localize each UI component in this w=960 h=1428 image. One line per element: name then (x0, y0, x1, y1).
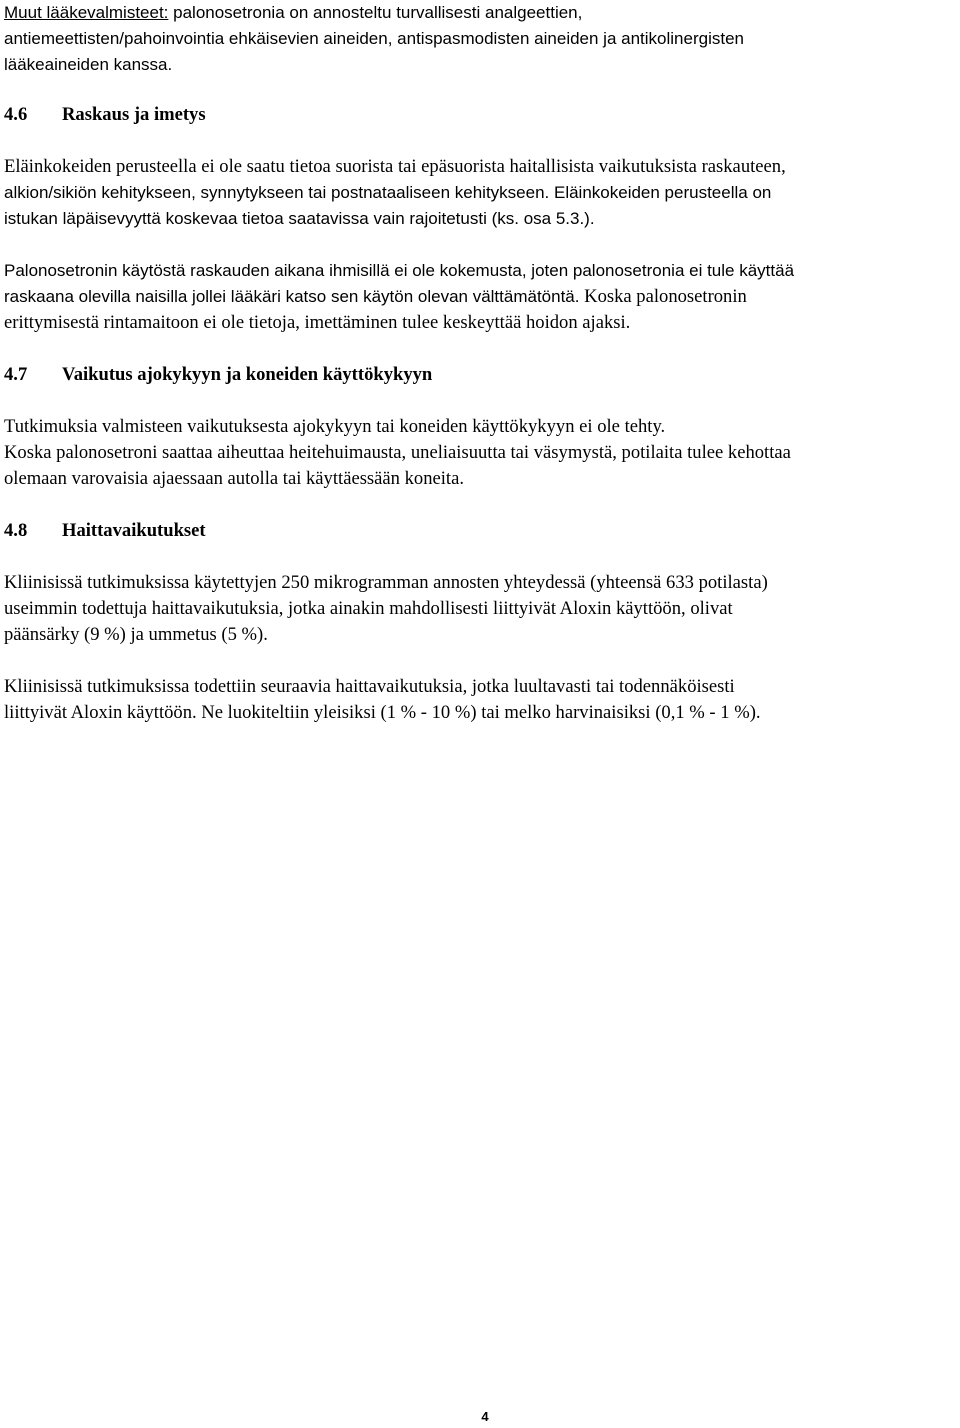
paragraph-line: erittymisestä rintamaitoon ei ole tietoja, imettäminen tulee keskeyttää hoidon ajaksi. (4, 312, 631, 333)
section-number: 4.8 (4, 520, 28, 541)
paragraph-line: Koska palonosetronin (579, 286, 747, 307)
paragraph-line: Tutkimuksia valmisteen vaikutuksesta ajokykyyn tai koneiden käyttökykyyn ei ole tehty. (4, 416, 666, 437)
paragraph-line: istukan läpäisevyyttä koskevaa tietoa saatavissa vain rajoitetusti (ks. osa 5.3.). (4, 209, 595, 228)
section-title: Raskaus ja imetys (62, 104, 206, 125)
section-number: 4.7 (4, 364, 28, 385)
section-4-6-paragraph-1 (4, 154, 786, 232)
section-title: Vaikutus ajokykyyn ja koneiden käyttökykyyn (62, 364, 433, 385)
paragraph-line: Palonosetronin käytöstä raskauden aikana ihmisillä ei ole kokemusta, joten palonosetronia ei tule käyttää (4, 261, 795, 280)
intro-text-line2: antiemeettisten/pahoinvointia ehkäisevien aineiden, antispasmodisten aineiden ja antikolinergisten (4, 29, 744, 48)
section-4-8-paragraph-1 (4, 570, 768, 648)
paragraph-line: olemaan varovaisia ajaessaan autolla tai käyttäessään koneita. (4, 468, 464, 489)
section-number: 4.6 (4, 104, 28, 125)
section-4-7-paragraph (4, 414, 791, 492)
paragraph-line: liittyivät Aloxin käyttöön. Ne luokiteltiin yleisiksi (1 % - 10 %) tai melko harvinaisiksi (0,1 % - 1 %). (4, 702, 761, 723)
section-4-8-paragraph-2 (4, 674, 761, 726)
intro-paragraph (4, 0, 744, 78)
section-4-6-paragraph-2 (4, 258, 794, 336)
paragraph-line: Koska palonosetroni saattaa aiheuttaa heitehuimausta, uneliaisuutta tai väsymystä, potilaita tulee kehottaa (4, 442, 791, 463)
page-number: 4 (481, 1409, 489, 1424)
section-title: Haittavaikutukset (62, 520, 206, 541)
paragraph-line: Eläinkokeiden perusteella ei ole saatu tietoa suorista tai epäsuorista haitallisista vaikutuksista raskauteen, (4, 156, 786, 177)
intro-label: Muut lääkevalmisteet: (4, 3, 169, 22)
section-4-6-heading (4, 102, 206, 128)
paragraph-line: Kliinisissä tutkimuksissa todettiin seuraavia haittavaikutuksia, jotka luultavasti tai todennäköisesti (4, 676, 735, 697)
paragraph-line: raskaana olevilla naisilla jollei lääkäri katso sen käytön olevan välttämätöntä. (4, 287, 580, 306)
section-4-8-heading (4, 518, 206, 544)
paragraph-line: alkion/sikiön kehitykseen, synnytykseen tai postnataaliseen kehitykseen. Eläinkokeiden perusteella on (4, 183, 772, 202)
paragraph-line: Kliinisissä tutkimuksissa käytettyjen 250 mikrogramman annosten yhteydessä (yhteensä 633 potilasta) (4, 572, 768, 593)
paragraph-line: päänsärky (9 %) ja ummetus (5 %). (4, 624, 268, 645)
intro-text-line1: palonosetronia on annosteltu turvallisesti analgeettien, (168, 3, 583, 22)
paragraph-line: useimmin todettuja haittavaikutuksia, jotka ainakin mahdollisesti liittyivät Aloxin käyttöön, olivat (4, 598, 733, 619)
intro-text-line3: lääkeaineiden kanssa. (4, 55, 173, 74)
section-4-7-heading (4, 362, 432, 388)
